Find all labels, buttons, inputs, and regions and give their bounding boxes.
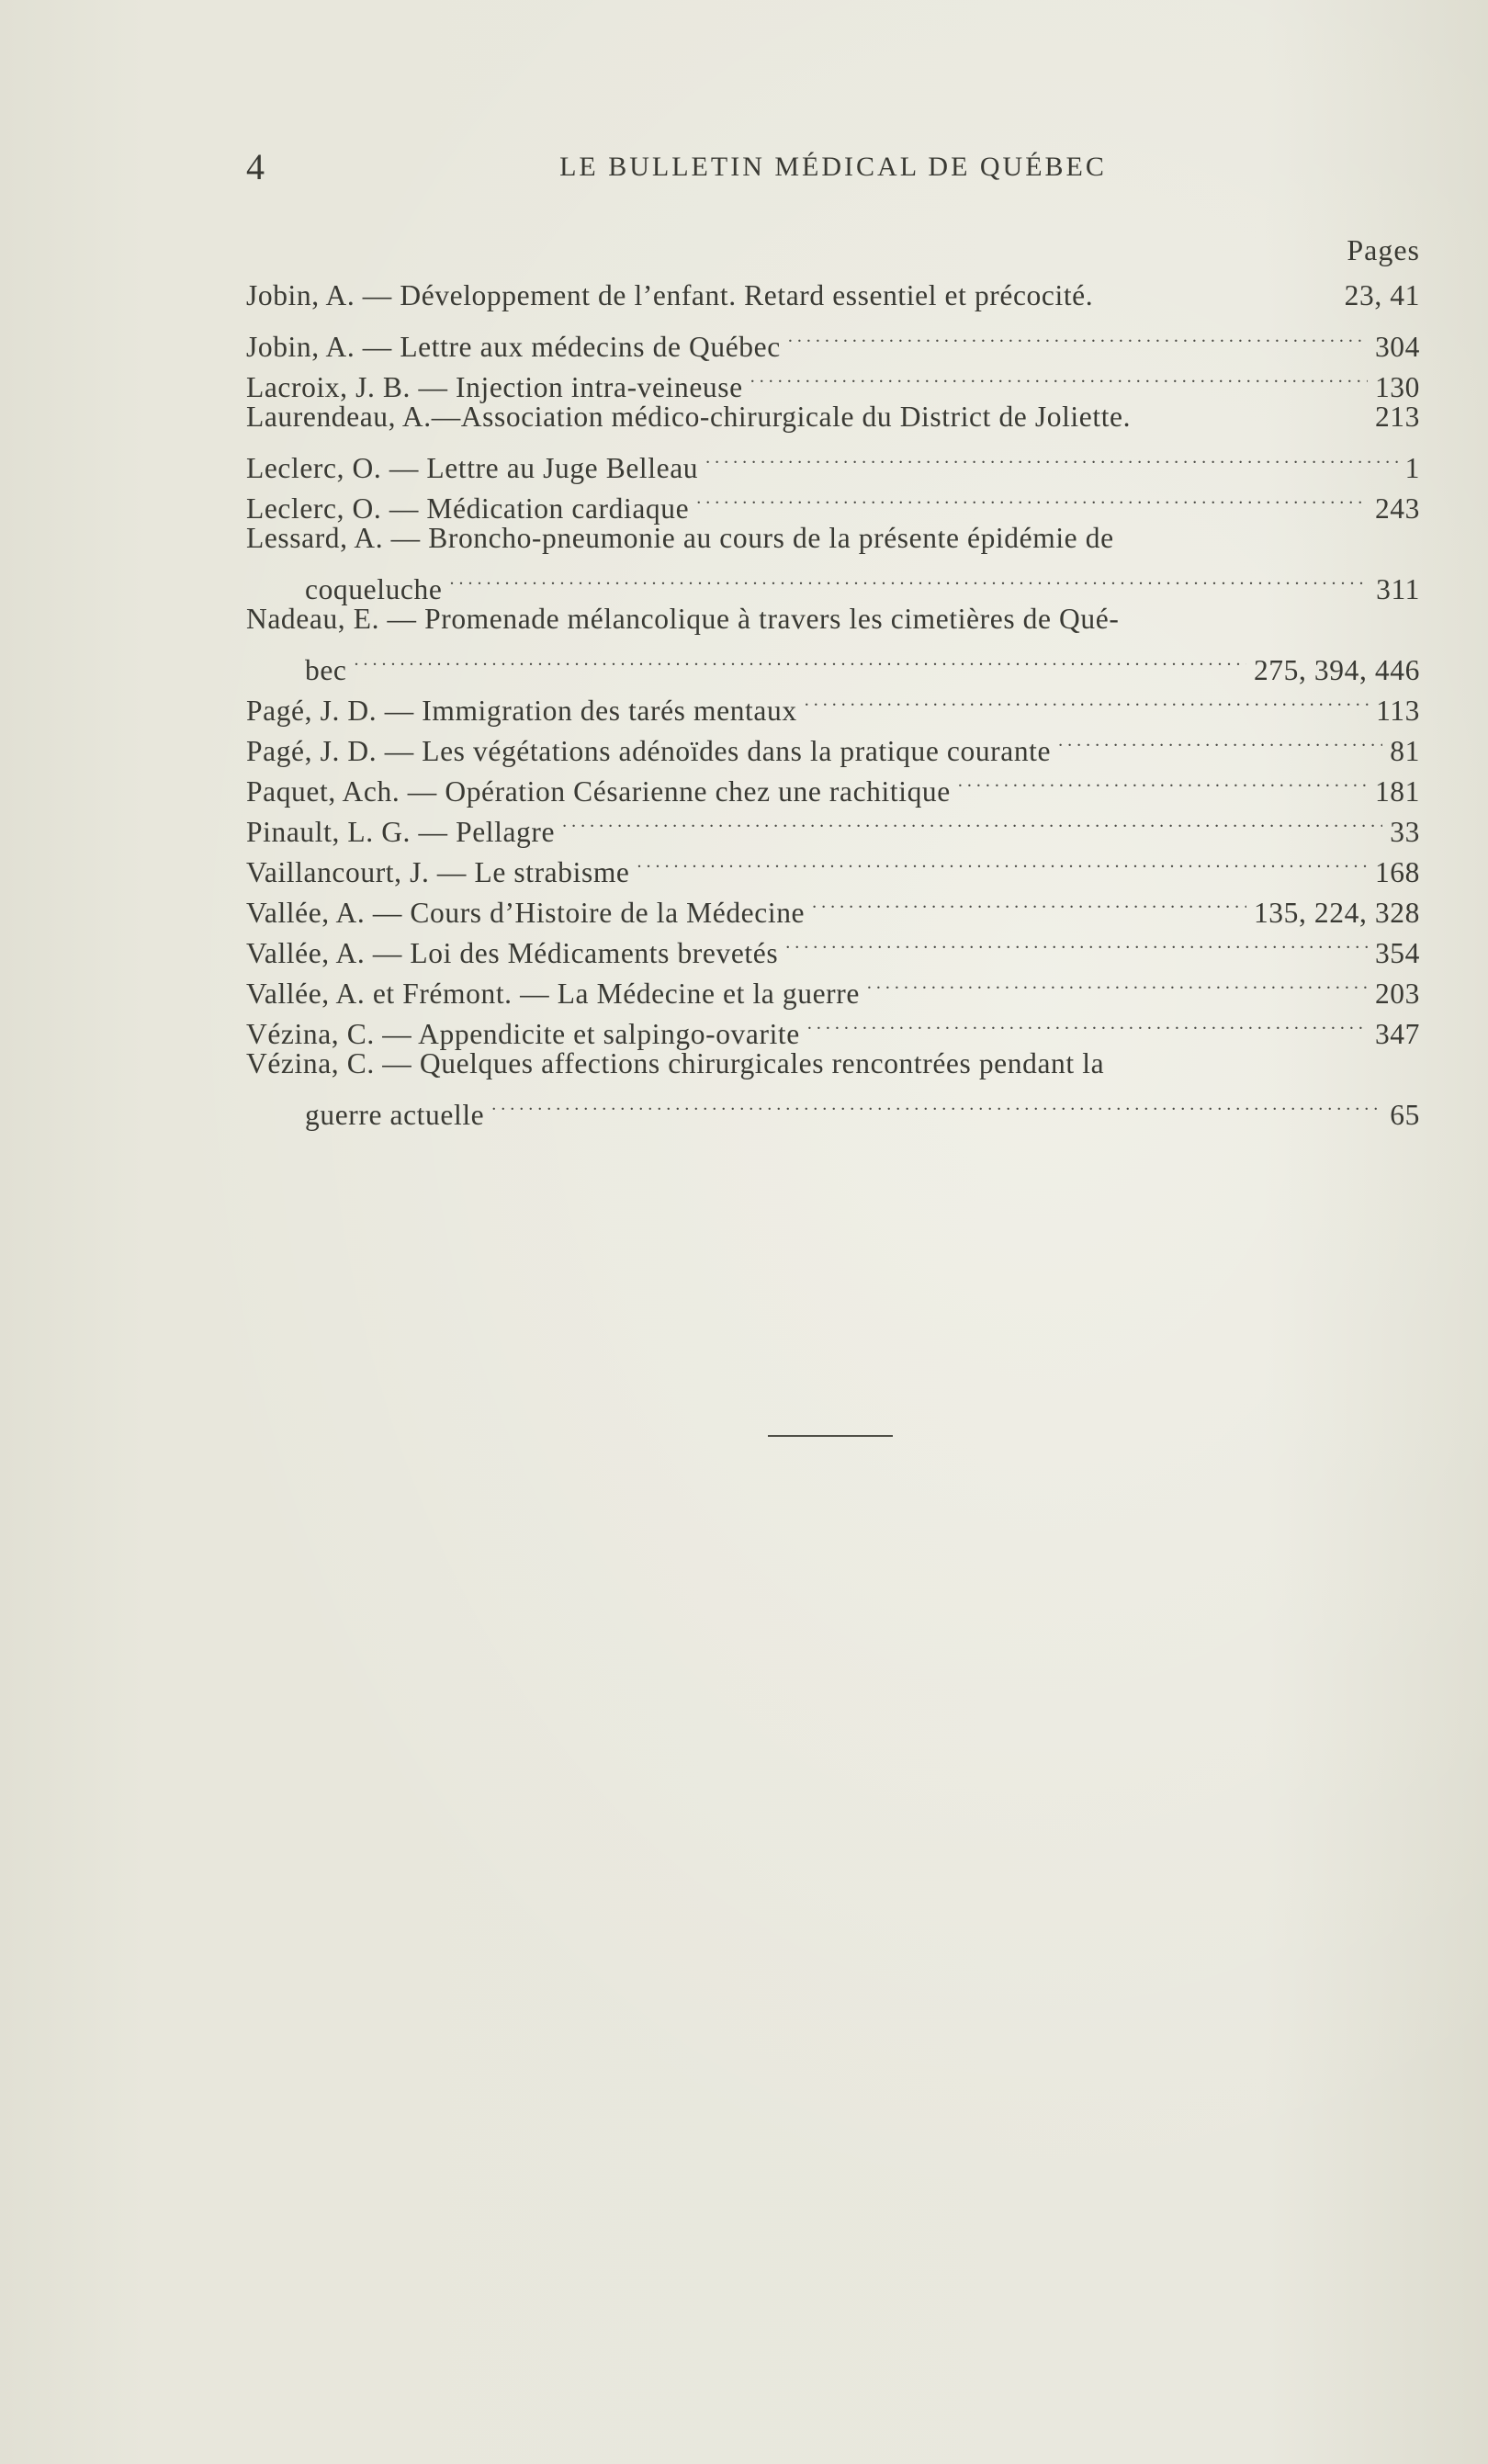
entry-text: Nadeau, E. — Promenade mélancolique à travers les cimetières de Qué- [246, 603, 1120, 635]
index-entry [246, 680, 1420, 727]
entry-text: Vallée, A. et Frémont. — La Médecine et la guerre [246, 978, 860, 1010]
entry-page-numbers: 347 [1374, 1018, 1420, 1050]
entry-page-numbers: 311 [1376, 573, 1420, 605]
entry-page-numbers: 203 [1374, 978, 1420, 1010]
dot-leader [958, 761, 1368, 801]
entry-page-numbers: 213 [1374, 401, 1420, 433]
dot-leader [1058, 720, 1382, 761]
entry-page-numbers: 354 [1374, 937, 1420, 969]
entry-text: Laurendeau, A.—Association médico-chirurgicale du District de Joliette. [246, 401, 1132, 433]
index-entry [246, 1044, 1420, 1084]
author-index-list [246, 276, 1420, 1131]
entry-page-numbers: 130 [1374, 371, 1420, 403]
entry-text: Lessard, A. — Broncho-pneumonie au cours de la présente épidémie de [246, 522, 1114, 554]
index-entry [246, 1084, 1420, 1131]
dot-leader [491, 1084, 1382, 1125]
entry-page-numbers: 65 [1390, 1099, 1420, 1131]
page-header [246, 140, 1420, 195]
dot-leader [637, 842, 1368, 882]
entry-text: Pagé, J. D. — Les végétations adénoïdes dans la pratique courante [246, 735, 1052, 767]
index-entry [246, 559, 1420, 605]
dot-leader [805, 680, 1369, 720]
entry-text: Lacroix, J. B. — Injection intra-veineuse [246, 371, 743, 403]
entry-page-numbers: 275, 394, 446 [1253, 654, 1420, 686]
section-end-rule [768, 1435, 893, 1437]
index-entry [246, 397, 1420, 437]
index-entry [246, 437, 1420, 484]
entry-page-numbers: 243 [1374, 492, 1420, 525]
page-number: 4 [246, 146, 265, 187]
entry-text: Vézina, C. — Quelques affections chirurgicales rencontrées pendant la [246, 1047, 1105, 1079]
entry-text: Pinault, L. G. — Pellagre [246, 816, 556, 848]
dot-leader [696, 478, 1368, 518]
entry-text: Leclerc, O. — Médication cardiaque [246, 492, 690, 525]
dot-leader [750, 356, 1368, 397]
dot-leader [562, 801, 1382, 842]
index-entry [246, 599, 1420, 639]
entry-text: coqueluche [305, 573, 443, 605]
entry-page-numbers: 168 [1374, 856, 1420, 888]
entry-text: Jobin, A. — Lettre aux médecins de Québec [246, 331, 781, 363]
entry-text: Vézina, C. — Appendicite et salpingo-ovarite [246, 1018, 800, 1050]
dot-leader [807, 1003, 1368, 1044]
dot-leader [785, 922, 1368, 963]
dot-leader [867, 963, 1368, 1003]
pages-column-label: Pages [1347, 233, 1420, 266]
index-entry [246, 518, 1420, 559]
entry-text: Vallée, A. — Loi des Médicaments brevetés [246, 937, 779, 969]
dot-leader [788, 316, 1368, 356]
entry-text: Vallée, A. — Cours d’Histoire de la Médecine [246, 897, 806, 929]
entry-text: bec [305, 654, 347, 686]
entry-page-numbers: 81 [1390, 735, 1420, 767]
entry-text: Jobin, A. — Développement de l’enfant. Retard essentiel et précocité. [246, 279, 1094, 311]
entry-page-numbers: 23, 41 [1344, 279, 1420, 311]
index-entry [246, 276, 1420, 316]
entry-page-numbers: 304 [1374, 331, 1420, 363]
entry-text: Pagé, J. D. — Immigration des tarés mentaux [246, 695, 797, 727]
index-entry [246, 316, 1420, 363]
entry-text: Leclerc, O. — Lettre au Juge Belleau [246, 452, 699, 484]
entry-text: Paquet, Ach. — Opération Césarienne chez une rachitique [246, 775, 951, 808]
entry-page-numbers: 135, 224, 328 [1253, 897, 1420, 929]
dot-leader [705, 437, 1398, 478]
dot-leader [449, 559, 1369, 599]
entry-page-numbers: 33 [1390, 816, 1420, 848]
dot-leader [812, 882, 1246, 922]
dot-leader [355, 639, 1246, 680]
entry-page-numbers: 181 [1374, 775, 1420, 808]
entry-page-numbers: 113 [1376, 695, 1420, 727]
running-title: LE BULLETIN MÉDICAL DE QUÉBEC [559, 152, 1107, 182]
entry-text: guerre actuelle [305, 1099, 485, 1131]
entry-text: Vaillancourt, J. — Le strabisme [246, 856, 630, 888]
entry-page-numbers: 1 [1404, 452, 1420, 484]
index-entry [246, 639, 1420, 686]
